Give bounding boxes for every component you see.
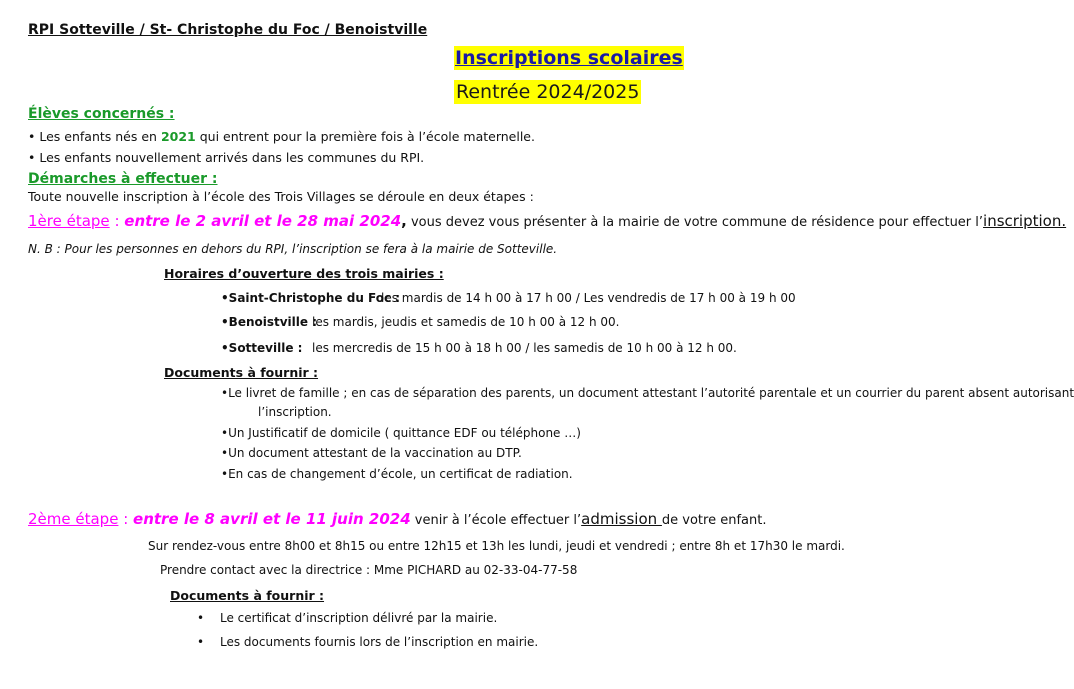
etape2-label: 2ème étape (28, 510, 119, 528)
etape2-contact: Prendre contact avec la directrice : Mme PICHARD au 02-33-04-77-58 (160, 563, 578, 577)
document-item: Les documents fournis lors de l’inscription en mairie. (220, 635, 539, 649)
horaire-hours: les mardis, jeudis et samedis de 10 h 00 à 12 h 00. (312, 315, 620, 329)
colon: : (118, 510, 134, 528)
documents2-heading: Documents à fournir : (170, 588, 325, 603)
colon: : (109, 212, 125, 230)
etape1-note: N. B : Pour les personnes en dehors du RPI, l’inscription se fera à la mairie de Sotteville. (28, 242, 558, 256)
horaire-row (221, 291, 400, 305)
document-item: •Un Justificatif de domicile ( quittance EDF ou téléphone …) (221, 426, 581, 440)
demarches-heading: Démarches à effectuer : (28, 171, 218, 187)
page-subtitle: Rentrée 2024/2025 (456, 81, 640, 103)
mairie-name: •Saint-Christophe du Foc : (221, 291, 401, 305)
etape1-word: inscription. (983, 212, 1067, 230)
etape2-rdv: Sur rendez-vous entre 8h00 et 8h15 ou entre 12h15 et 13h les lundi, jeudi et vendredi ; entre 8h et 17h30 le mardi. (148, 539, 845, 553)
horaires-heading: Horaires d’ouverture des trois mairies : (164, 266, 444, 281)
document-header: RPI Sotteville / St- Christophe du Foc / Benoistville (28, 22, 428, 38)
etape1-line (28, 212, 1066, 230)
mairie-name: •Benoistville : (221, 315, 318, 329)
etape2-word: admission (581, 510, 662, 528)
bullet-text: • Les enfants nés en (28, 129, 161, 144)
comma: , (401, 212, 407, 230)
bullet-icon: • (197, 611, 205, 625)
etape1-text: vous devez vous présenter à la mairie de votre commune de résidence pour effectuer l’ (406, 215, 984, 230)
document-item-cont: l’inscription. (258, 405, 332, 419)
etape1-dates: entre le 2 avril et le 28 mai 2024 (124, 212, 402, 230)
etape2-dates: entre le 8 avril et le 11 juin 2024 (133, 510, 411, 528)
horaire-row (221, 315, 317, 329)
page-title: Inscriptions scolaires (455, 47, 683, 69)
eleves-bullet-2: • Les enfants nouvellement arrivés dans les communes du RPI. (28, 150, 425, 165)
demarches-intro: Toute nouvelle inscription à l’école des Trois Villages se déroule en deux étapes : (28, 189, 534, 204)
document-item: Le certificat d’inscription délivré par la mairie. (220, 611, 498, 625)
horaire-row (221, 341, 302, 355)
bullet-text: qui entrent pour la première fois à l’école maternelle. (195, 129, 535, 144)
eleves-heading: Élèves concernés : (28, 106, 175, 122)
birth-year: 2021 (160, 129, 196, 144)
etape2-text: venir à l’école effectuer l’ (410, 513, 582, 528)
documents1-heading: Documents à fournir : (164, 365, 319, 380)
horaire-hours: les mardis de 14 h 00 à 17 h 00 / Les vendredis de 17 h 00 à 19 h 00 (381, 291, 796, 305)
eleves-bullet-1 (28, 129, 535, 144)
mairie-name: •Sotteville : (221, 341, 303, 355)
etape2-line (28, 510, 766, 528)
etape1-label: 1ère étape (28, 212, 110, 230)
document-item: •Un document attestant de la vaccination au DTP. (221, 446, 522, 460)
horaire-hours: les mercredis de 15 h 00 à 18 h 00 / les samedis de 10 h 00 à 12 h 00. (312, 341, 737, 355)
bullet-icon: • (197, 635, 205, 649)
etape2-text: de votre enfant. (661, 513, 767, 528)
document-item: •Le livret de famille ; en cas de séparation des parents, un document attestant l’autorité parentale et un courrier du parent absent autorisant (221, 386, 1074, 400)
document-item: •En cas de changement d’école, un certificat de radiation. (221, 467, 573, 481)
